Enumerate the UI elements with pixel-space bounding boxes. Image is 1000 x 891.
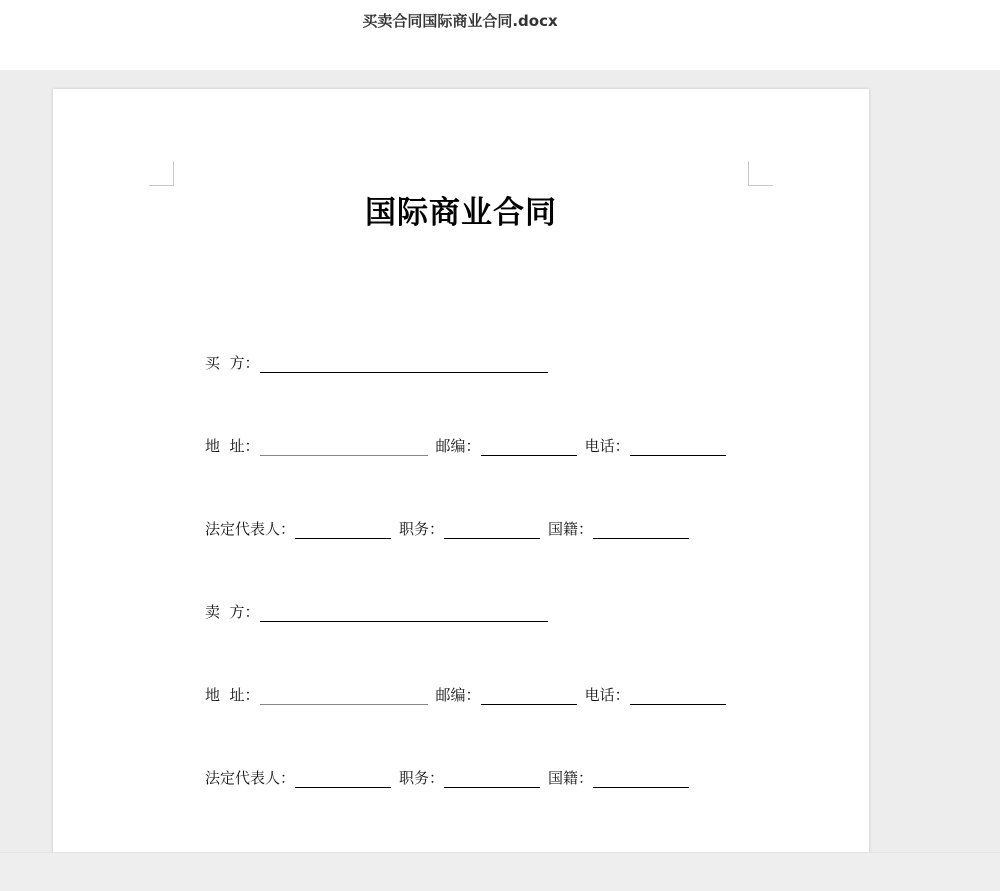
buyer-address-line [205,434,734,456]
seller-postcode-blank[interactable] [481,686,577,705]
buyer-line [205,351,556,373]
buyer-postcode-label: 邮编： [435,437,481,455]
seller-label: 卖 方： [205,603,260,621]
seller-nationality-label: 国籍： [548,769,594,787]
buyer-nationality-blank[interactable] [593,520,689,539]
seller-rep-label: 法定代表人： [205,769,296,787]
bottom-bar [0,852,1000,891]
buyer-position-blank[interactable] [444,520,540,539]
seller-position-label: 职务： [399,769,445,787]
buyer-rep-label: 法定代表人： [205,520,296,538]
margin-corner-top-left [149,161,174,186]
seller-phone-blank[interactable] [630,686,726,705]
seller-phone-label: 电话： [584,686,630,704]
seller-line [205,600,556,622]
buyer-address-label: 地 址： [205,437,260,455]
buyer-rep-blank[interactable] [295,520,391,539]
seller-blank[interactable] [260,603,548,622]
buyer-phone-label: 电话： [584,437,630,455]
buyer-phone-blank[interactable] [630,437,726,456]
buyer-nationality-label: 国籍： [548,520,594,538]
seller-address-blank[interactable] [260,686,428,705]
seller-address-label: 地 址： [205,686,260,704]
seller-address-line [205,683,734,705]
buyer-postcode-blank[interactable] [481,437,577,456]
buyer-position-label: 职务： [399,520,445,538]
seller-position-blank[interactable] [444,769,540,788]
document-file-name: 买卖合同国际商业合同.docx [362,12,558,30]
seller-rep-blank[interactable] [295,769,391,788]
seller-postcode-label: 邮编： [435,686,481,704]
title-bar [0,0,1000,70]
document-canvas[interactable] [0,70,1000,852]
seller-nationality-blank[interactable] [593,769,689,788]
margin-corner-top-right [748,161,773,186]
contract-title: 国际商业合同 [365,195,557,231]
seller-rep-line [205,766,697,788]
buyer-label: 买 方： [205,354,260,372]
buyer-blank[interactable] [260,354,548,373]
buyer-address-blank[interactable] [260,437,428,456]
document-page[interactable] [53,89,869,889]
buyer-rep-line [205,517,697,539]
